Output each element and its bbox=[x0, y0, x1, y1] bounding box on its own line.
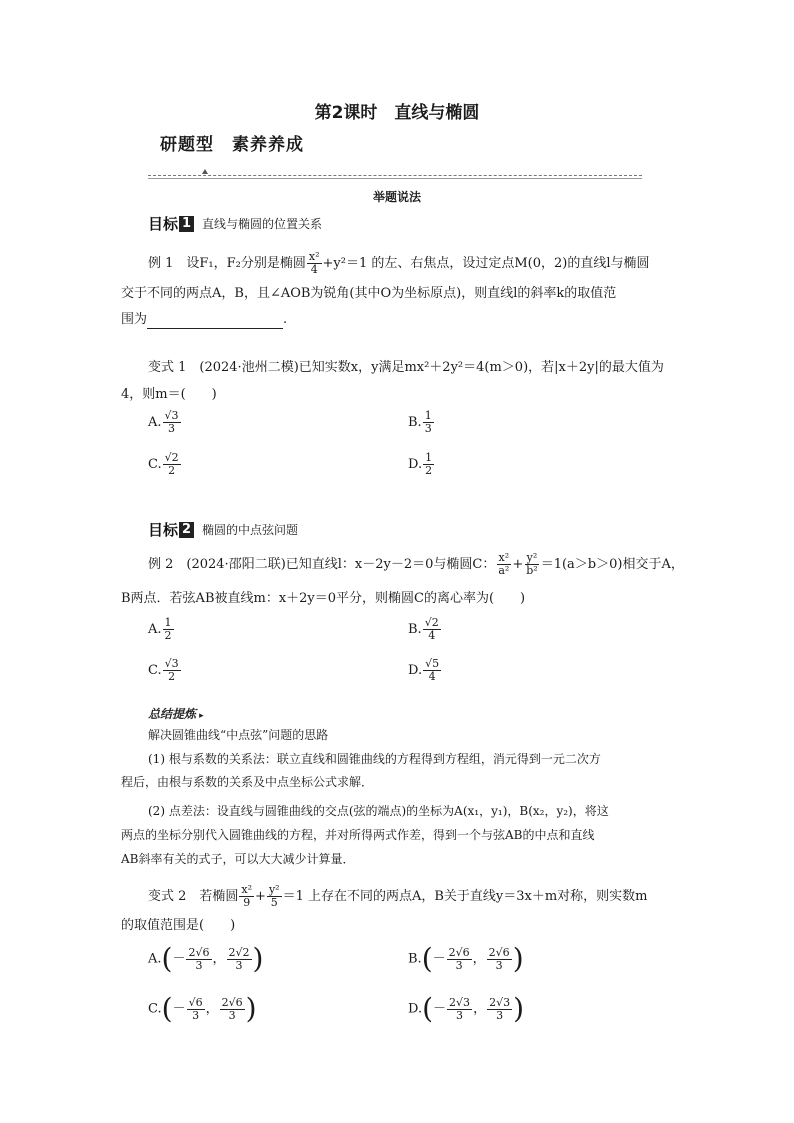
fraction bbox=[423, 617, 441, 642]
denominator: 3 bbox=[195, 958, 203, 972]
section-heading: 研题型 素养养成 bbox=[160, 135, 304, 155]
fraction bbox=[496, 552, 511, 577]
text: +y²＝1 的左、右焦点，设过定点M(0，2)的直线l与椭圆 bbox=[322, 256, 650, 271]
option-d[interactable] bbox=[408, 992, 525, 1025]
option-label: D. bbox=[408, 457, 423, 472]
denominator: 3 bbox=[455, 958, 463, 972]
fraction bbox=[447, 947, 472, 972]
option-label: B. bbox=[408, 951, 422, 967]
text: + bbox=[255, 889, 266, 904]
fraction bbox=[423, 452, 434, 477]
fraction bbox=[487, 947, 512, 972]
option-label: C. bbox=[148, 663, 162, 678]
denominator: 2 bbox=[164, 629, 172, 642]
sign: － bbox=[433, 1001, 447, 1017]
example-1-line-3 bbox=[121, 311, 287, 329]
fraction bbox=[187, 997, 205, 1022]
numerator: 2√6 bbox=[188, 945, 210, 959]
option-d[interactable] bbox=[408, 452, 435, 477]
paren-open: ( bbox=[422, 992, 434, 1025]
fraction bbox=[163, 658, 181, 683]
fraction bbox=[186, 947, 211, 972]
summary-p2-line-3: AB斜率有关的式子，可以大大减少计算量． bbox=[121, 852, 355, 866]
denominator: 2 bbox=[168, 464, 176, 477]
text: 围为 bbox=[121, 312, 148, 327]
summary-p1-line-2: 程后，由根与系数的关系及中点坐标公式求解． bbox=[121, 775, 374, 789]
example-2-line-2: B两点．若弦AB被直线m：x＋2y＝0平分，则椭圆C的离心率为( ) bbox=[121, 591, 526, 606]
variant-1-line-1: 变式 1 (2024·池州二模)已知实数x，y满足mx²＋2y²＝4(m＞0)，若|x＋2y|的最大值为 bbox=[148, 360, 664, 375]
fraction bbox=[307, 251, 322, 276]
denominator: 4 bbox=[310, 263, 318, 276]
summary-heading: 解决圆锥曲线“中点弦”问题的思路 bbox=[148, 728, 329, 742]
denominator: 3 bbox=[495, 958, 503, 972]
goal-label: 目标 bbox=[148, 215, 179, 233]
sign: － bbox=[172, 1001, 186, 1017]
fraction bbox=[487, 997, 512, 1022]
goal-2-header bbox=[148, 519, 298, 540]
option-a[interactable] bbox=[148, 410, 182, 435]
numerator: 1 bbox=[424, 409, 432, 422]
summary-p2-line-1: (2) 点差法：设直线与圆锥曲线的交点(弦的端点)的坐标为A(x₁，y₁)，B(x₂，y₂)，将这 bbox=[148, 804, 609, 818]
fraction bbox=[163, 410, 181, 435]
goal-number: 2 bbox=[179, 522, 194, 538]
numerator: x² bbox=[308, 250, 320, 263]
option-b[interactable] bbox=[408, 617, 442, 642]
numerator: y² bbox=[526, 551, 538, 564]
goal-1-header bbox=[148, 213, 322, 234]
denominator: 3 bbox=[192, 1008, 200, 1022]
option-label: B. bbox=[408, 415, 422, 430]
option-c[interactable] bbox=[148, 992, 257, 1025]
numerator: 1 bbox=[425, 451, 433, 464]
numerator: 2√3 bbox=[449, 995, 471, 1009]
numerator: 1 bbox=[164, 616, 172, 629]
option-label: D. bbox=[408, 1001, 423, 1017]
fraction bbox=[163, 452, 181, 477]
numerator: √5 bbox=[425, 657, 440, 670]
denominator: 5 bbox=[270, 896, 278, 909]
example-1-line-1 bbox=[148, 251, 650, 276]
denominator: 3 bbox=[496, 1008, 504, 1022]
paren-close: ) bbox=[252, 942, 264, 975]
divider-marker bbox=[202, 169, 208, 174]
numerator: 2√6 bbox=[221, 995, 243, 1009]
option-c[interactable] bbox=[148, 452, 182, 477]
comma: ， bbox=[473, 1001, 487, 1017]
numerator: √3 bbox=[164, 657, 179, 670]
option-label: A. bbox=[148, 415, 162, 430]
option-label: D. bbox=[408, 663, 423, 678]
numerator: x² bbox=[241, 883, 253, 896]
option-d[interactable] bbox=[408, 658, 442, 683]
option-a[interactable] bbox=[148, 942, 264, 975]
divider-solid bbox=[148, 178, 642, 179]
denominator: 3 bbox=[456, 1008, 464, 1022]
numerator: √2 bbox=[164, 451, 179, 464]
option-label: A. bbox=[148, 622, 162, 637]
comma: ， bbox=[212, 951, 226, 967]
subsection-title: 举题说法 bbox=[372, 190, 421, 204]
comma: ， bbox=[205, 1001, 219, 1017]
comma: ， bbox=[472, 951, 486, 967]
summary-tag: 总结提炼 ▸ bbox=[148, 705, 204, 722]
fraction bbox=[423, 658, 441, 683]
fraction bbox=[524, 552, 539, 577]
numerator: 2√6 bbox=[448, 945, 470, 959]
fraction bbox=[163, 617, 174, 642]
numerator: 2√6 bbox=[488, 945, 510, 959]
paren-close: ) bbox=[512, 942, 524, 975]
paren-open: ( bbox=[421, 942, 433, 975]
text: 例 2 (2024·邵阳二联)已知直线l：x－2y－2＝0与椭圆C： bbox=[148, 557, 496, 572]
text: 例 1 设F₁，F₂分别是椭圆 bbox=[148, 256, 306, 271]
variant-1-line-2: 4，则m＝( ) bbox=[121, 387, 217, 402]
denominator: 3 bbox=[228, 1008, 236, 1022]
numerator: √2 bbox=[424, 616, 439, 629]
denominator: 3 bbox=[424, 422, 432, 435]
option-c[interactable] bbox=[148, 658, 182, 683]
denominator: 4 bbox=[428, 670, 436, 683]
example-2-line-1 bbox=[148, 552, 684, 577]
fraction bbox=[447, 997, 472, 1022]
goal-number: 1 bbox=[179, 216, 194, 232]
denominator: 9 bbox=[243, 896, 251, 909]
option-label: C. bbox=[148, 457, 162, 472]
paren-close: ) bbox=[513, 992, 525, 1025]
text: . bbox=[283, 312, 288, 327]
denominator: a² bbox=[498, 564, 510, 577]
denominator: b² bbox=[526, 564, 538, 577]
goal-title: 直线与椭圆的位置关系 bbox=[202, 217, 323, 231]
example-1-line-2: 交于不同的两点A，B，且∠AOB为锐角(其中O为坐标原点)，则直线l的斜率k的取值范 bbox=[121, 286, 617, 301]
option-b[interactable] bbox=[408, 410, 435, 435]
option-label: B. bbox=[408, 622, 422, 637]
paren-open: ( bbox=[161, 992, 173, 1025]
paren-close: ) bbox=[245, 992, 257, 1025]
summary-p1-line-1: (1) 根与系数的关系法：联立直线和圆锥曲线的方程得到方程组，消元得到一元二次方 bbox=[148, 752, 601, 766]
option-b[interactable] bbox=[408, 942, 524, 975]
text: ＝1(a＞b＞0)相交于A， bbox=[540, 557, 684, 572]
denominator: 2 bbox=[168, 670, 176, 683]
fraction bbox=[239, 884, 254, 909]
numerator: √6 bbox=[188, 995, 203, 1009]
variant-2-line-1 bbox=[148, 884, 648, 909]
page-title: 第2课时 直线与椭圆 bbox=[314, 103, 480, 123]
numerator: x² bbox=[498, 551, 510, 564]
sign: － bbox=[432, 951, 446, 967]
numerator: y² bbox=[268, 883, 280, 896]
numerator: 2√3 bbox=[489, 995, 511, 1009]
numerator: 2√2 bbox=[228, 945, 250, 959]
text: + bbox=[512, 557, 524, 572]
fraction bbox=[227, 947, 252, 972]
goal-label: 目标 bbox=[148, 521, 179, 539]
sign: － bbox=[172, 951, 186, 967]
denominator: 2 bbox=[425, 464, 433, 477]
option-label: A. bbox=[148, 951, 162, 967]
variant-2-line-2: 的取值范围是( ) bbox=[121, 918, 236, 933]
denominator: 3 bbox=[168, 422, 176, 435]
option-a[interactable] bbox=[148, 617, 175, 642]
text: ＝1 上存在不同的两点A，B关于直线y＝3x＋m对称，则实数m bbox=[282, 889, 648, 904]
summary-p2-line-2: 两点的坐标分别代入圆锥曲线的方程，并对所得两式作差，得到一个与弦AB的中点和直线 bbox=[121, 828, 595, 842]
divider-dashed bbox=[148, 175, 642, 176]
option-label: C. bbox=[148, 1001, 162, 1017]
goal-title: 椭圆的中点弦问题 bbox=[202, 523, 299, 537]
numerator: √3 bbox=[164, 409, 179, 422]
denominator: 3 bbox=[235, 958, 243, 972]
paren-open: ( bbox=[161, 942, 173, 975]
answer-blank[interactable] bbox=[147, 314, 283, 329]
fraction bbox=[267, 884, 282, 909]
fraction bbox=[220, 997, 245, 1022]
denominator: 4 bbox=[428, 629, 436, 642]
text: 变式 2 若椭圆 bbox=[148, 889, 239, 904]
fraction bbox=[423, 410, 434, 435]
